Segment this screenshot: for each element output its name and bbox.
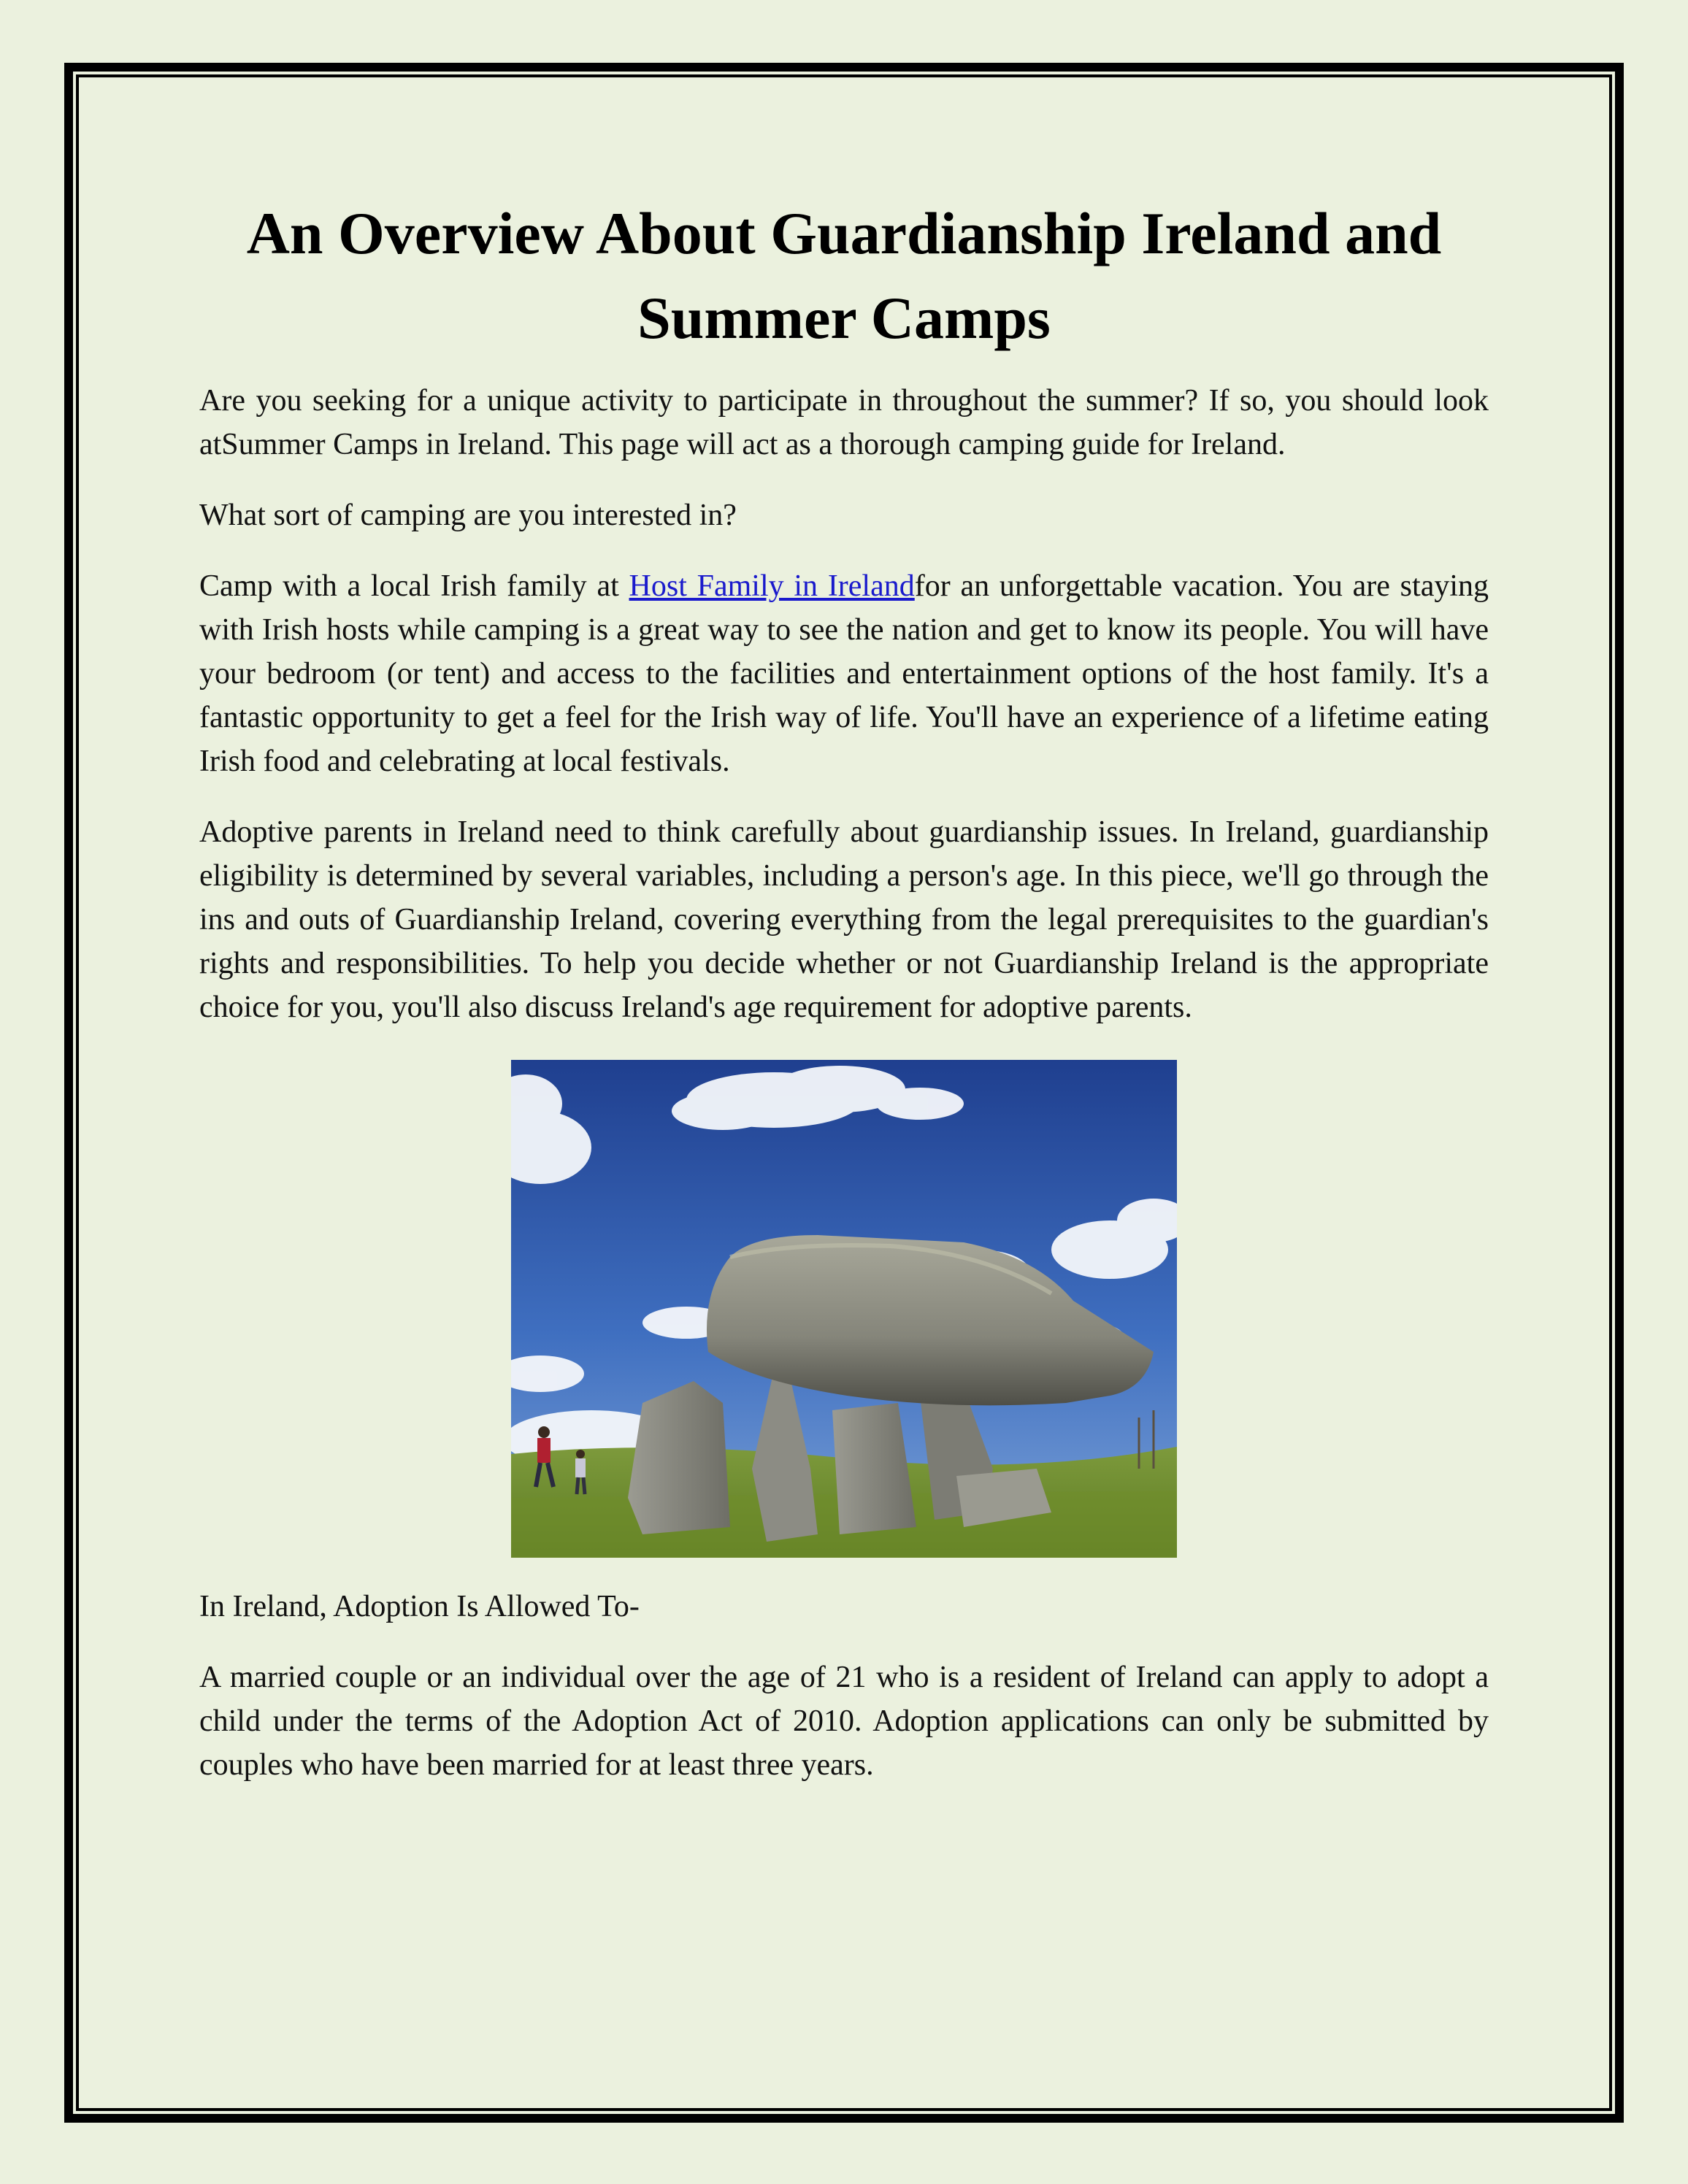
adoptive-parents-paragraph: Adoptive parents in Ireland need to think carefully about guardianship issues. In Ireland, guardianship eligibility is determined by several variables, including a person's age. In this piece, we'll go through the ins and outs of Guardianship Ireland, covering everything from the legal prerequisites to the guardian's rights and responsibilities. To help you decide whether or not Guardianship Ireland is the appropriate choice for you, you'll also discuss Ireland's age requirement for adoptive parents. [199,815,1489,1024]
dolmen-photo [511,1060,1177,1558]
host-family-paragraph [199,564,1489,783]
married-couple-paragraph: A married couple or an individual over the age of 21 who is a resident of Ireland can apply to adopt a child under the terms of the Adoption Act of 2010. Adoption applications can only be submitted by couples who have been married for at least three years. [199,1661,1489,1782]
page-title: An Overview About Guardianship Ireland and Summer Camps [246,200,1442,351]
intro-paragraph: Are you seeking for a unique activity to participate in throughout the summer? If so, you should look atSummer Camps in Ireland. This page will act as a thorough camping guide for Ireland. [199,384,1489,461]
question-paragraph: What sort of camping are you interested in? [199,499,737,532]
host-family-link[interactable]: Host Family in Ireland [629,569,915,603]
host-text-after: for an unforgettable vacation. You are staying with Irish hosts while camping is a great way to see the nation and get to know its people. You will have your bedroom (or tent) and access to the facilities and entertainment options of the host family. It's a fantastic opportunity to get a feel for the Irish way of life. You'll have an experience of a lifetime eating Irish food and celebrating at local festivals. [199,569,1489,778]
adoption-allowed-heading: In Ireland, Adoption Is Allowed To- [199,1590,640,1623]
host-text-before: Camp with a local Irish family at [199,569,629,603]
document-body [199,191,1489,1787]
